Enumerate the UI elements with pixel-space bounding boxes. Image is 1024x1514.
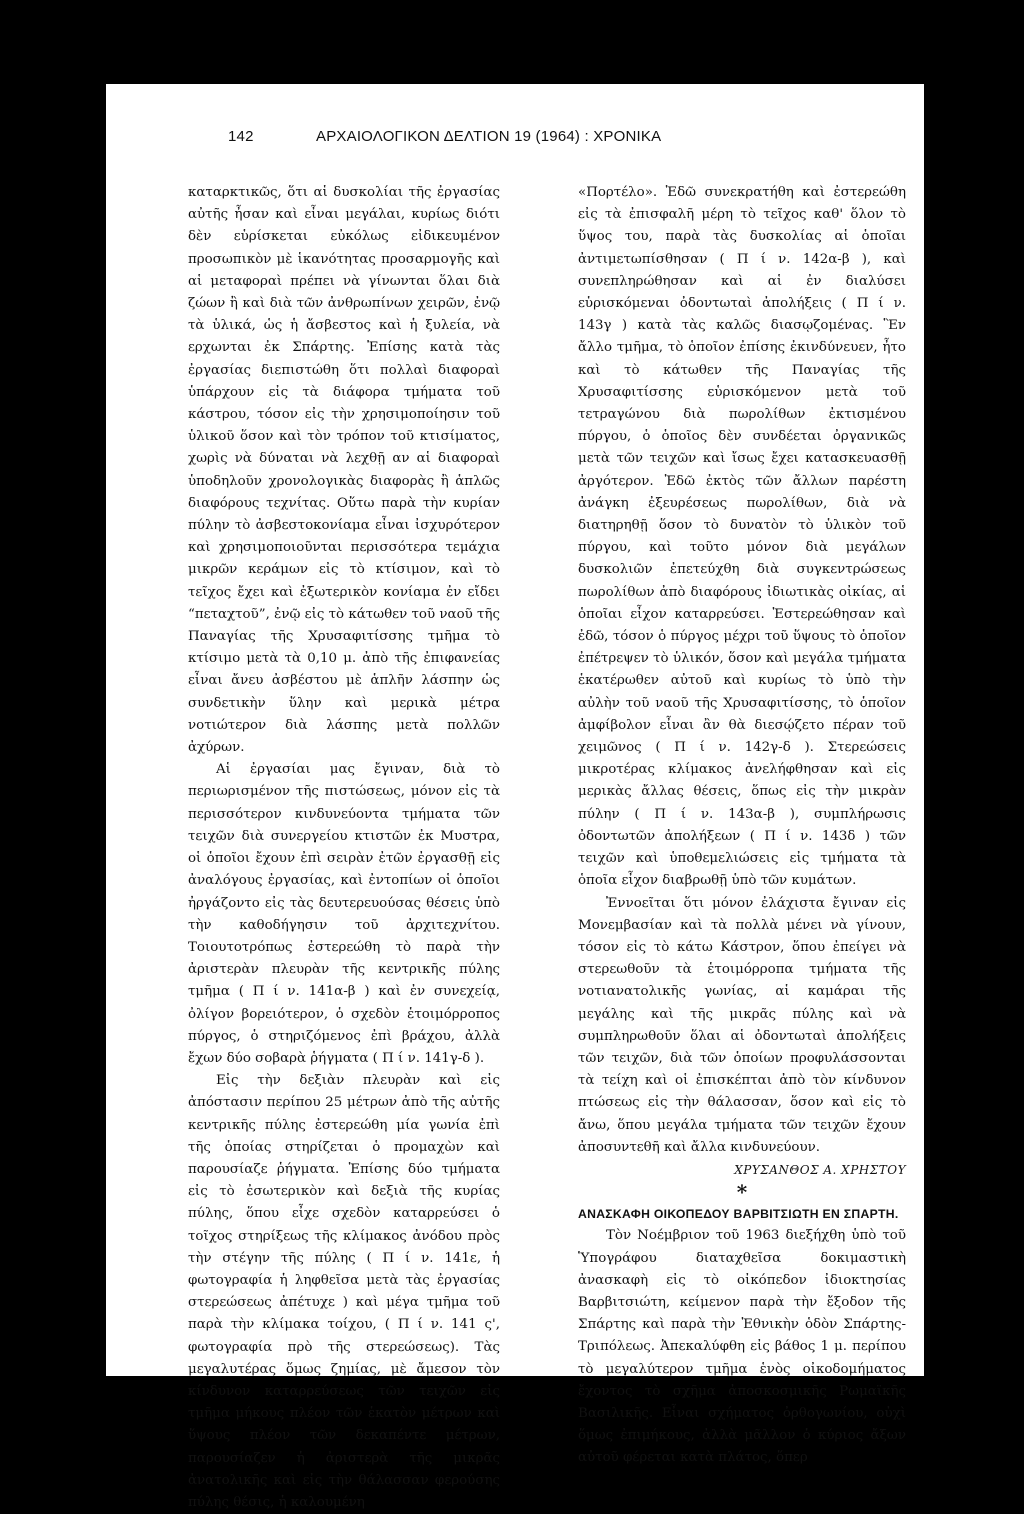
document-page — [106, 84, 924, 1510]
paragraph: Ἐννοεῖται ὅτι μόνον ἐλάχιστα ἔγιναν εἰς Μονεμβασίαν καὶ τὰ πολλὰ μένει νὰ γίνουν, τόσον εἰς τὸ κάτω Κάστρον, ὅπου ἐπείγει νὰ στερεωθοῦν τὰ ἑτοιμόρροπα τμήματα τῆς νοτιανατολικῆς γωνίας, αἱ καμάραι τῆς μεγάλης καὶ τῆς μικρᾶς πύλης καὶ νὰ συμπληρωθοῦν ὅλαι αἱ ὀδοντωταὶ ἀπολήξεις τῶν τειχῶν, διὰ τῶν ὁποίων προφυλάσσονται τὰ τείχη καὶ οἱ ἐπισκέπται ἀπὸ τὸν κίνδυνον πτώσεως εἰς τὴν θάλασσαν, ὅσον καὶ εἰς τὸ ἄνω, ὅπου μεγάλα τμήματα τῶν τειχῶν ἔχουν ἀποσυντεθῆ καὶ ἄλλα κινδυνεύουν. — [578, 895, 906, 1155]
section-separator: * — [736, 1180, 748, 1205]
running-title: ΑΡΧΑΙΟΛΟΓΙΚΟΝ ΔΕΛΤΙΟΝ 19 (1964) : ΧΡΟΝΙΚΑ — [316, 128, 662, 145]
page-number: 142 — [228, 128, 254, 145]
paragraph: Αἱ ἐργασίαι μας ἔγιναν, διὰ τὸ περιωρισμένον τῆς πιστώσεως, μόνον εἰς τὰ περισσότερον κινδυνεύοντα τμήματα τῶν τειχῶν διὰ συνεργείου κτιστῶν ἐκ Μυστρα, οἱ ὁποῖοι ἔχουν ἐπὶ σειρὰν ἐτῶν ἐργασθῇ εἰς ἀναλόγους ἐργασίας, καὶ ἐντοπίων οἱ ὁποῖοι ἠργάζοντο εἰς τὰς δευτερευούσας θέσεις ὑπὸ τὴν καθοδήγησιν τοῦ ἀρχιτεχνίτου. Τοιουτοτρόπως ἐστερεώθη τὸ παρὰ τὴν ἀριστερὰν πλευρὰν τῆς κεντρικῆς πύλης τμῆμα ( Π ί ν. 141α-β ) καὶ ἐν συνεχείᾳ, ὀλίγον βορειότερον, ὁ σχεδὸν ἑτοιμόρροπος πύργος, ὁ στηριζόμενος ἐπὶ βράχου, ἀλλὰ ἔχων δύο σοβαρὰ ῥήγματα ( Π ί ν. 141γ-δ ). — [188, 762, 500, 1066]
author-signature: ΧΡΥΣΑΝΘΟΣ Α. ΧΡΗΣΤΟΥ — [734, 1162, 906, 1177]
left-column — [188, 182, 500, 1514]
paragraph: καταρκτικῶς, ὅτι αἱ δυσκολίαι τῆς ἐργασίας αὐτῆς ἦσαν καὶ εἶναι μεγάλαι, κυρίως διότι δὲν εὑρίσκεται εὐκόλως εἰδικευμένον προσωπικὸν μὲ ἱκανότητας προσαρμογῆς καὶ αἱ μεταφοραὶ πρέπει νὰ γίνωνται ὅλαι διὰ ζώων ἢ καὶ διὰ τῶν ἀνθρωπίνων χειρῶν, ἐνῷ τὰ ὑλικά, ὡς ἡ ἄσβεστος καὶ ἡ ξυλεία, νὰ ερχωνται ἐκ Σπάρτης. Ἐπίσης κατὰ τὰς ἐργασίας διεπιστώθη ὅτι πολλαὶ διαφοραὶ ὑπάρχουν εἰς τὰ διάφορα τμήματα τοῦ κάστρου, τόσον εἰς τὴν χρησιμοποίησιν τοῦ ὑλικοῦ ὅσον καὶ τὸν τρόπον τοῦ κτισίματος, χωρὶς νὰ δύναται νὰ λεχθῇ αν αἱ διαφοραὶ ὑποδηλοῦν χρονολογικὰς διαφορὰς ἢ ἁπλῶς διαφόρους τεχνίτας. Οὕτω παρὰ τὴν κυρίαν πύλην τὸ ἀσβεστοκονίαμα εἶναι ἰσχυρότερον καὶ χρησιμοποιοῦνται περισσότερα τεμάχια μικρῶν κεράμων εἰς τὸ κτίσιμον, καὶ τὸ τεῖχος ἔχει καὶ ἐξωτερικὸν κονίαμα ἐν εἴδει “πεταχτοῦ”, ἐνῷ εἰς τὸ κάτωθεν τοῦ ναοῦ τῆς Παναγίας τῆς Χρυσαφιτίσσης τμῆμα τὸ κτίσιμο μετὰ τὰ 0,10 μ. ἀπὸ τῆς ἐπιφανείας εἶναι ἄνευ ἀσβέστου μὲ ἁπλῆν λάσπην ὡς συνδετικὴν ὕλην καὶ μερικὰ μέτρα νοτιώτερον διὰ λάσπης μετὰ πολλῶν ἀχύρων. — [188, 185, 500, 756]
section-heading: ΑΝΑΣΚΑΦΗ ΟΙΚΟΠΕΔΟΥ ΒΑΡΒΙΤΣΙΩΤΗ ΕΝ ΣΠΑΡΤΗ. — [578, 1207, 899, 1222]
paragraph: «Πορτέλο». Ἐδῶ συνεκρατήθη καὶ ἐστερεώθη εἰς τὰ ἐπισφαλῆ μέρη τὸ τεῖχος καθ' ὅλον τὸ ὕψος του, παρὰ τὰς δυσκολίας αἱ ὁποῖαι ἀντιμετωπίσθησαν ( Π ί ν. 142α-β ), καὶ συνεπληρώθησαν καὶ αἱ ἐν διαλύσει εὑρισκόμεναι ὀδοντωταὶ ἀπολήξεις ( Π ί ν. 143γ ) κατὰ τὰς καλῶς διασῳζομένας. Ἓν ἄλλο τμῆμα, τὸ ὁποῖον ἐπίσης ἐκινδύνευεν, ἦτο καὶ τὸ κάτωθεν τῆς Παναγίας τῆς Χρυσαφιτίσσης εὑρισκόμενον μετὰ τοῦ τετραγώνου διὰ πωρολίθων ἐκτισμένου πύργου, ὁ ὁποῖος δὲν συνδέεται ὀργανικῶς μετὰ τῶν τειχῶν καὶ ἴσως ἔχει κατασκευασθῇ ἀργότερον. Ἐδῶ ἐκτὸς τῶν ἄλλων παρέστη ἀνάγκη ἐξευρέσεως πωρολίθων, διὰ νὰ διατηρηθῇ ὅσον τὸ δυνατὸν τὸ ὑλικὸν τοῦ πύργου, καὶ τοῦτο μόνον διὰ μεγάλων δυσκολιῶν ἐπετεύχθη διὰ συγκεντρώσεως πωρολίθων ἀπὸ διαφόρους ἰδιωτικὰς οἰκίας, αἱ ὁποῖαι εἶχον καταρρεύσει. Ἐστερεώθησαν καὶ ἐδῶ, τόσον ὁ πύργος μέχρι τοῦ ὕψους τὸ ὁποῖον ἐπέτρεψεν τὸ ὑλικόν, ὅσον καὶ μεγάλα τμήματα ἑκατέρωθεν αὐτοῦ καὶ κυρίως τὸ ὑπὸ τὴν αὐλὴν τοῦ ναοῦ τῆς Χρυσαφιτίσσης, τὸ ὁποῖον ἀμφίβολον εἶναι ἂν θὰ διεσῴζετο πέραν τοῦ χειμῶνος ( Π ί ν. 142γ-δ ). Στερεώσεις μικροτέρας κλίμακος ἀνελήφθησαν καὶ εἰς μερικὰς ἄλλας θέσεις, ὅπως εἰς τὴν μικρὰν πύλην ( Π ί ν. 143α-β ), συμπλήρωσις ὀδοντωτῶν ἀπολήξεων ( Π ί ν. 143δ ) τῶν τειχῶν καὶ ὑποθεμελιώσεις εἰς τμήματα τὰ ὁποῖα εἶχον διαβρωθῇ ὑπὸ τῶν κυμάτων. — [578, 185, 906, 889]
page-header — [106, 128, 924, 152]
paragraph: Εἰς τὴν δεξιὰν πλευρὰν καὶ εἰς ἀπόστασιν περίπου 25 μέτρων ἀπὸ τῆς αὐτῆς κεντρικῆς πύλης ἐστερεώθη μία γωνία ἐπὶ τῆς ὁποίας στηρίζεται ὁ προμαχὼν καὶ παρουσίαζε ῥήγματα. Ἐπίσης δύο τμήματα εἰς τὸ ἐσωτερικὸν καὶ δεξιὰ τῆς κυρίας πύλης, ὅπου εἶχε σχεδὸν καταρρεύσει ὁ τοῖχος στηρίξεως τῆς κλίμακος ἀνόδου πρὸς τὴν στέγην τῆς πύλης ( Π ί ν. 141ε, ἡ φωτογραφία ἡ ληφθεῖσα μετὰ τὰς ἐργασίας στερεώσεως ἀπέτυχε ) καὶ μέγα τμῆμα τοῦ παρὰ τὴν κλίμακα τοίχου, ( Π ί ν. 141 ς', φωτογραφία πρὸ τῆς στερεώσεως). Τὰς μεγαλυτέρας ὅμως ζημίας, μὲ ἄμεσον τὸν κίνδυνον καταρρεύσεως τῶν τειχῶν εἰς τμῆμα μήκους πλέον τῶν ἑκατὸν μέτρων καὶ ὕψους πλέον τῶν δεκαπέντε μέτρων, παρουσίαζεν ἡ ἀριστερὰ τῆς μικρᾶς ἀνατολικῆς καὶ εἰς τὴν θάλασσαν φερούσης πύλης θέσις, ἡ καλουμένη — [188, 1073, 500, 1510]
right-column — [578, 182, 906, 1470]
paragraph: Τὸν Νοέμβριον τοῦ 1963 διεξήχθη ὑπὸ τοῦ Ὑπογράφου διαταχθεῖσα δοκιμαστικὴ ἀνασκαφὴ εἰς τὸ οἰκόπεδον ἰδιοκτησίας Βαρβιτσιώτη, κείμενον παρὰ τὴν ἔξοδον τῆς Σπάρτης καὶ παρὰ τὴν Ἐθνικὴν ὁδὸν Σπάρτης-Τριπόλεως. Ἀπεκαλύφθη εἰς βάθος 1 μ. περίπου τὸ μεγαλύτερον τμῆμα ἑνὸς οἰκοδομήματος ἔχοντος τὸ σχῆμα ἀποσκοσμικῆς Ρωμαϊκῆς Βασιλικῆς. Εἶναι σχήματος ὀρθογωνίου, οὐχὶ ὅμως ἐπιμήκους, ἀλλὰ μᾶλλον ὁ κύριος ἄξων αὐτοῦ φέρεται κατὰ πλάτος, ὅπερ — [578, 1228, 906, 1466]
